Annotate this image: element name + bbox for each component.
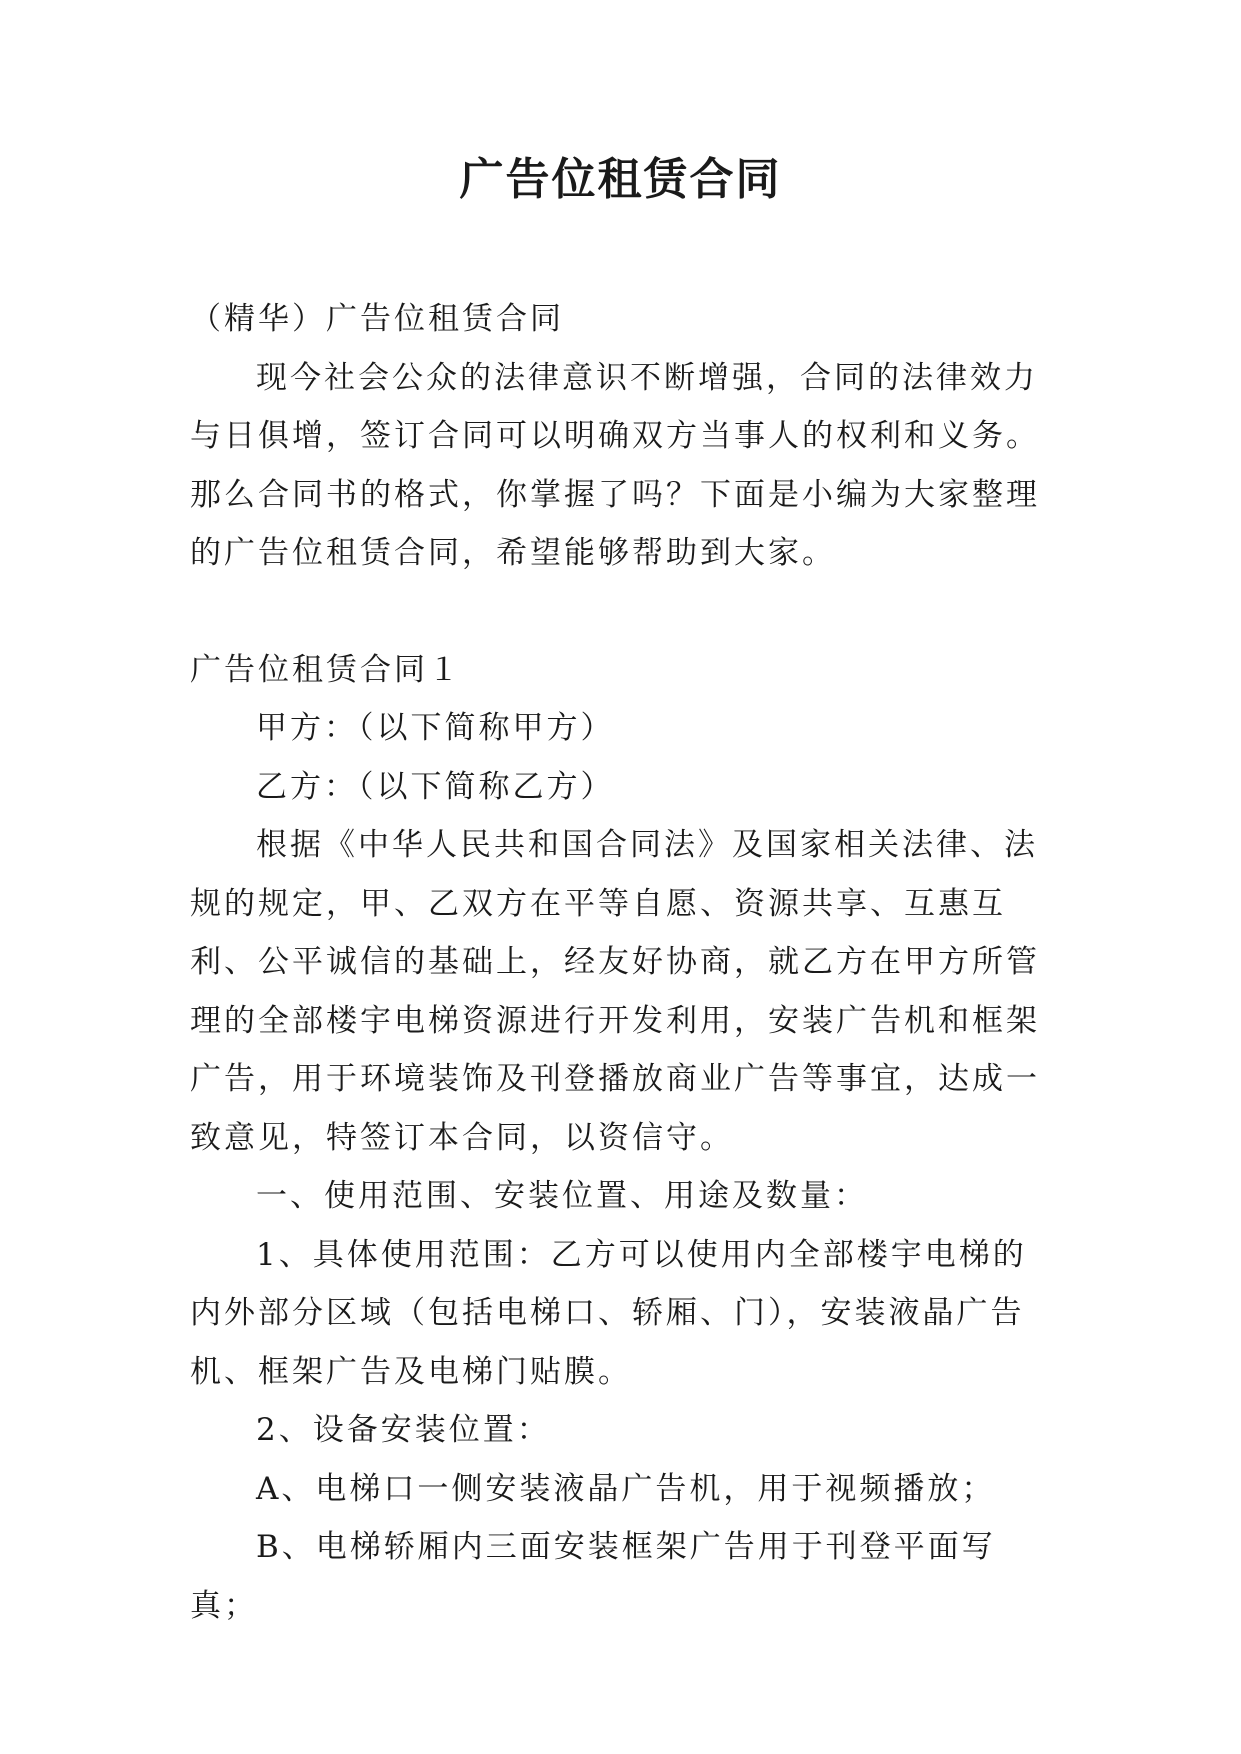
document-title: 广告位租赁合同: [459, 154, 782, 205]
party-a-line: 甲方：（以下简称甲方）: [256, 710, 615, 746]
document-body: [190, 290, 1056, 1635]
preamble-paragraph: 根据《中华人民共和国合同法》及国家相关法律、法规的规定，甲、乙双方在平等自愿、资源共享、互惠互利、公平诚信的基础上，经友好协商，就乙方在甲方所管理的全部楼宇电梯资源进行开发利用，安装广告机和框架广告，用于环境装饰及刊登播放商业广告等事宜，达成一致意见，特签订本合同，以资信守。: [190, 827, 1040, 1156]
section-heading: 广告位租赁合同１: [190, 651, 462, 688]
intro-paragraph: 现今社会公众的法律意识不断增强，合同的法律效力与日俱增，签订合同可以明确双方当事人的权利和义务。那么合同书的格式，你掌握了吗？下面是小编为大家整理的广告位租赁合同，希望能够帮助到大家。: [190, 359, 1040, 571]
clause-1-heading: 一、使用范围、安装位置、用途及数量：: [256, 1178, 868, 1214]
party-b-line: 乙方：（以下简称乙方）: [256, 768, 615, 805]
clause-1-1: 1、具体使用范围：乙方可以使用内全部楼宇电梯的内外部分区域（包括电梯口、轿厢、门），安装液晶广告机、框架广告及电梯门贴膜。: [190, 1236, 1027, 1390]
subtitle-line: （精华）广告位租赁合同: [190, 301, 564, 337]
clause-1-2-a: A、电梯口一侧安装液晶广告机，用于视频播放；: [256, 1470, 996, 1507]
clause-1-2: 2、设备安装位置：: [256, 1412, 551, 1448]
clause-1-2-b: B、电梯轿厢内三面安装框架广告用于刊登平面写真；: [190, 1529, 996, 1624]
paragraph-gap: [190, 583, 1056, 641]
